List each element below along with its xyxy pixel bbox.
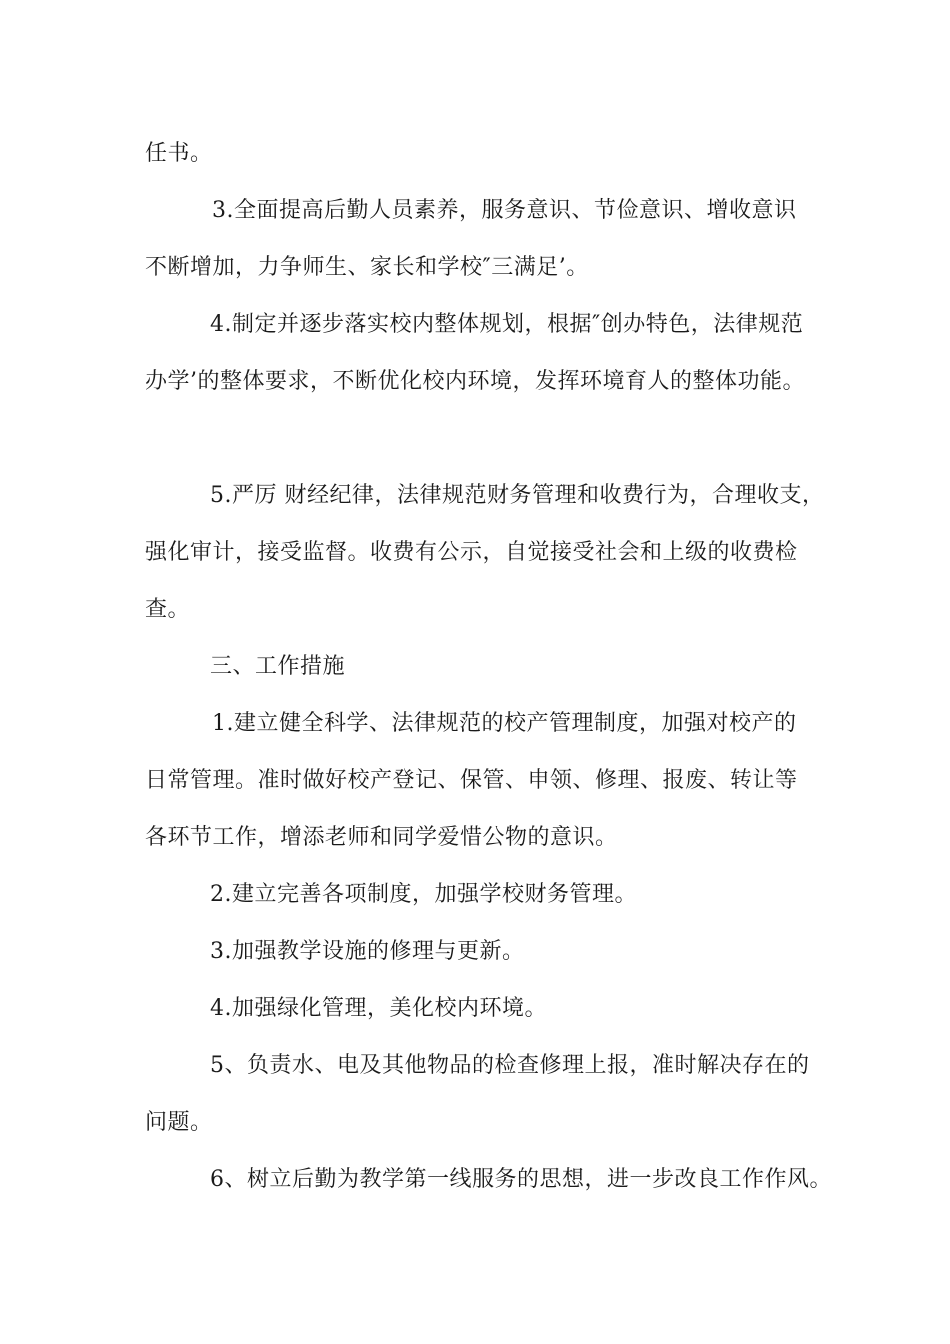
text-line: 1.建立健全科学、法律规范的校产管理制度，加强对校产的 [212, 711, 797, 736]
text-line: 办学’的整体要求，不断优化校内环境，发挥环境育人的整体功能。 [145, 369, 805, 394]
text-line: 4.加强绿化管理，美化校内环境。 [210, 996, 547, 1021]
text-line: 5、负责水、电及其他物品的检查修理上报，准时解决存在的 [210, 1053, 810, 1078]
text-line: 任书。 [145, 141, 213, 166]
text-line: 5.严厉 财经纪律，法律规范财务管理和收费行为，合理收支， [210, 483, 825, 508]
text-line: 3.全面提高后勤人员素养，服务意识、节俭意识、增收意识 [212, 198, 797, 223]
text-line: 6、树立后勤为教学第一线服务的思想，进一步改良工作作风。 [210, 1167, 832, 1192]
section-heading: 三、工作措施 [210, 654, 346, 679]
text-line: 问题。 [145, 1110, 213, 1135]
text-line: 日常管理。准时做好校产登记、保管、申领、修理、报废、转让等 [145, 768, 798, 793]
text-line: 各环节工作，增添老师和同学爱惜公物的意识。 [145, 825, 618, 850]
text-line: 强化审计，接受监督。收费有公示，自觉接受社会和上级的收费检 [145, 540, 798, 565]
text-line: 2.建立完善各项制度，加强学校财务管理。 [210, 882, 637, 907]
text-line: 不断增加，力争师生、家长和学校″三满足’。 [145, 255, 589, 280]
text-line: 4.制定并逐步落实校内整体规划，根据″创办特色，法律规范 [210, 312, 804, 337]
text-line: 3.加强教学设施的修理与更新。 [210, 939, 525, 964]
text-line: 查。 [145, 597, 191, 622]
